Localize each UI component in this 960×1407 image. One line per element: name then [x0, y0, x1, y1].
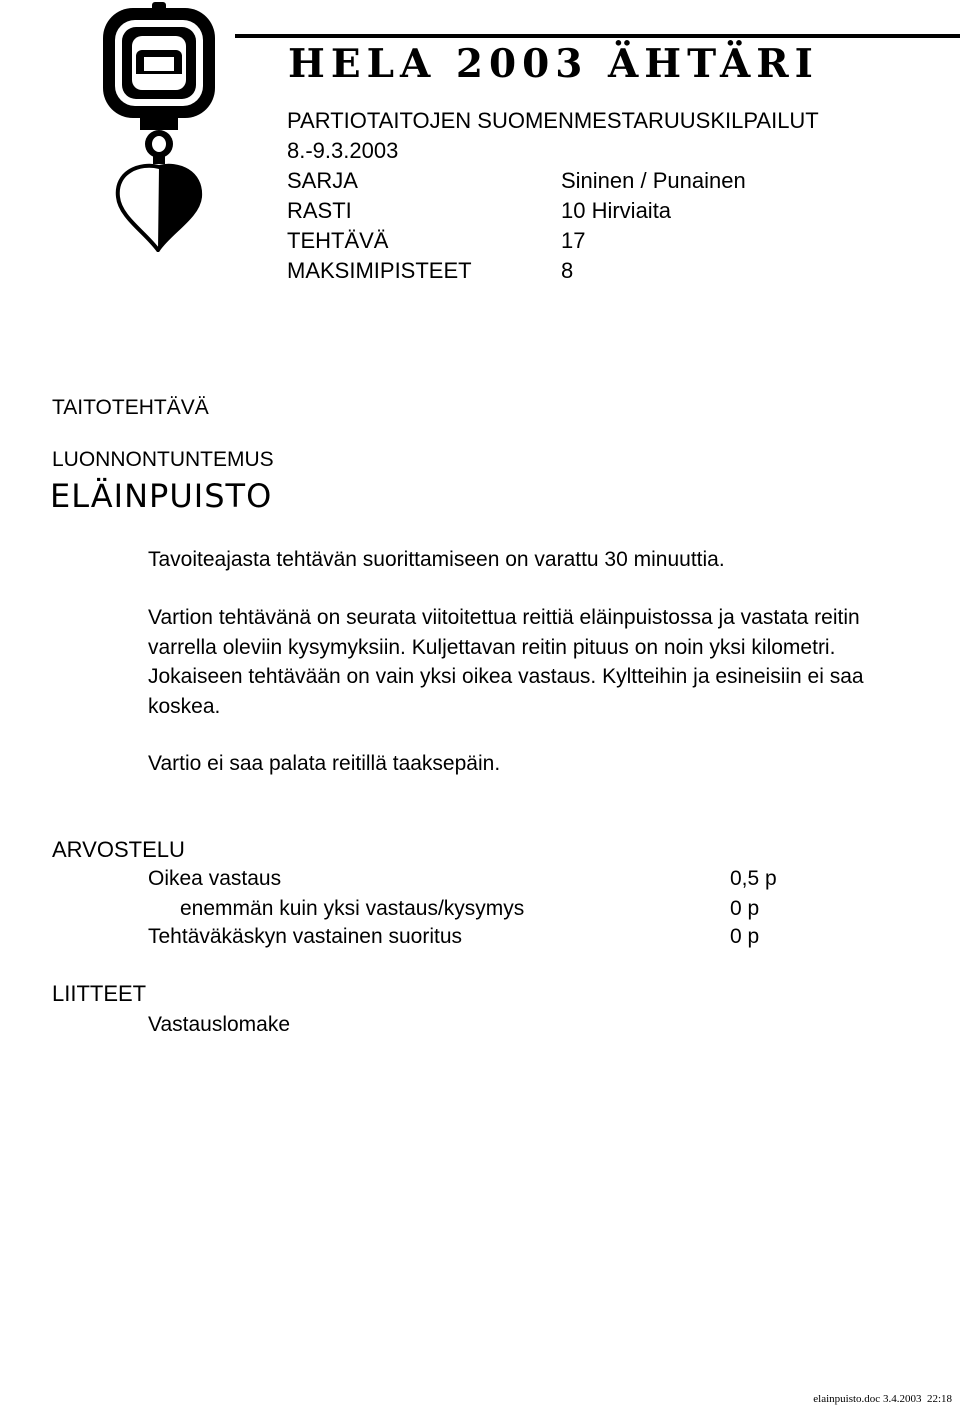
max-points-value: 8 [561, 258, 574, 283]
task-type-heading: TAITOTEHTÄVÄ [52, 396, 209, 419]
grading-item-points: 0 p [730, 897, 760, 920]
page-title: HELA 2003 ÄHTÄRI [288, 41, 819, 87]
competition-dates: 8.-9.3.2003 [287, 138, 399, 163]
grading-item-points: 0 p [730, 925, 760, 948]
competition-name: PARTIOTAITOJEN SUOMENMESTARUUSKILPAILUT [287, 108, 819, 133]
grading-item-label: Oikea vastaus [148, 867, 282, 890]
grading-item-label: enemmän kuin yksi vastaus/kysymys [180, 897, 525, 920]
footer [813, 1393, 952, 1405]
footer-filename: elainpuisto.doc [813, 1393, 881, 1405]
header-rule [235, 34, 960, 38]
grading-item-points: 0,5 p [730, 867, 777, 890]
attachment-item: Vastauslomake [148, 1013, 291, 1036]
task-name: ELÄINPUISTO [50, 477, 273, 515]
task-description: Vartion tehtävänä on seurata viitoitettua reittiä eläinpuistossa ja vastata reitin varrella oleviin kysymyksiin. Kuljettavan reitin pituus on noin yksi kilometri. Jokaiseen tehtävään on vain yksi oikea vastaus. Kyltteihin ja esineisiin ei saa koskea. [148, 606, 864, 718]
attachments-heading: LIITTEET [52, 981, 147, 1006]
grading-item-label: Tehtäväkäskyn vastainen suoritus [148, 925, 463, 948]
footer-timestamp: 3.4.2003 22:18 [882, 1393, 952, 1405]
checkpoint-label: RASTI [287, 198, 352, 223]
time-note: Tavoiteajasta tehtävän suorittamiseen on varattu 30 minuuttia. [148, 548, 725, 571]
hela-logo [100, 2, 235, 252]
rule-note: Vartio ei saa palata reitillä taaksepäin. [148, 752, 501, 775]
grading-heading: ARVOSTELU [52, 837, 185, 862]
checkpoint-value: 10 Hirviaita [561, 198, 672, 223]
series-value: Sininen / Punainen [561, 168, 746, 193]
series-label: SARJA [287, 168, 358, 193]
max-points-label: MAKSIMIPISTEET [287, 258, 472, 283]
task-category: LUONNONTUNTEMUS [52, 448, 274, 471]
task-number-label: TEHTÄVÄ [287, 228, 389, 253]
task-number-value: 17 [561, 228, 586, 253]
